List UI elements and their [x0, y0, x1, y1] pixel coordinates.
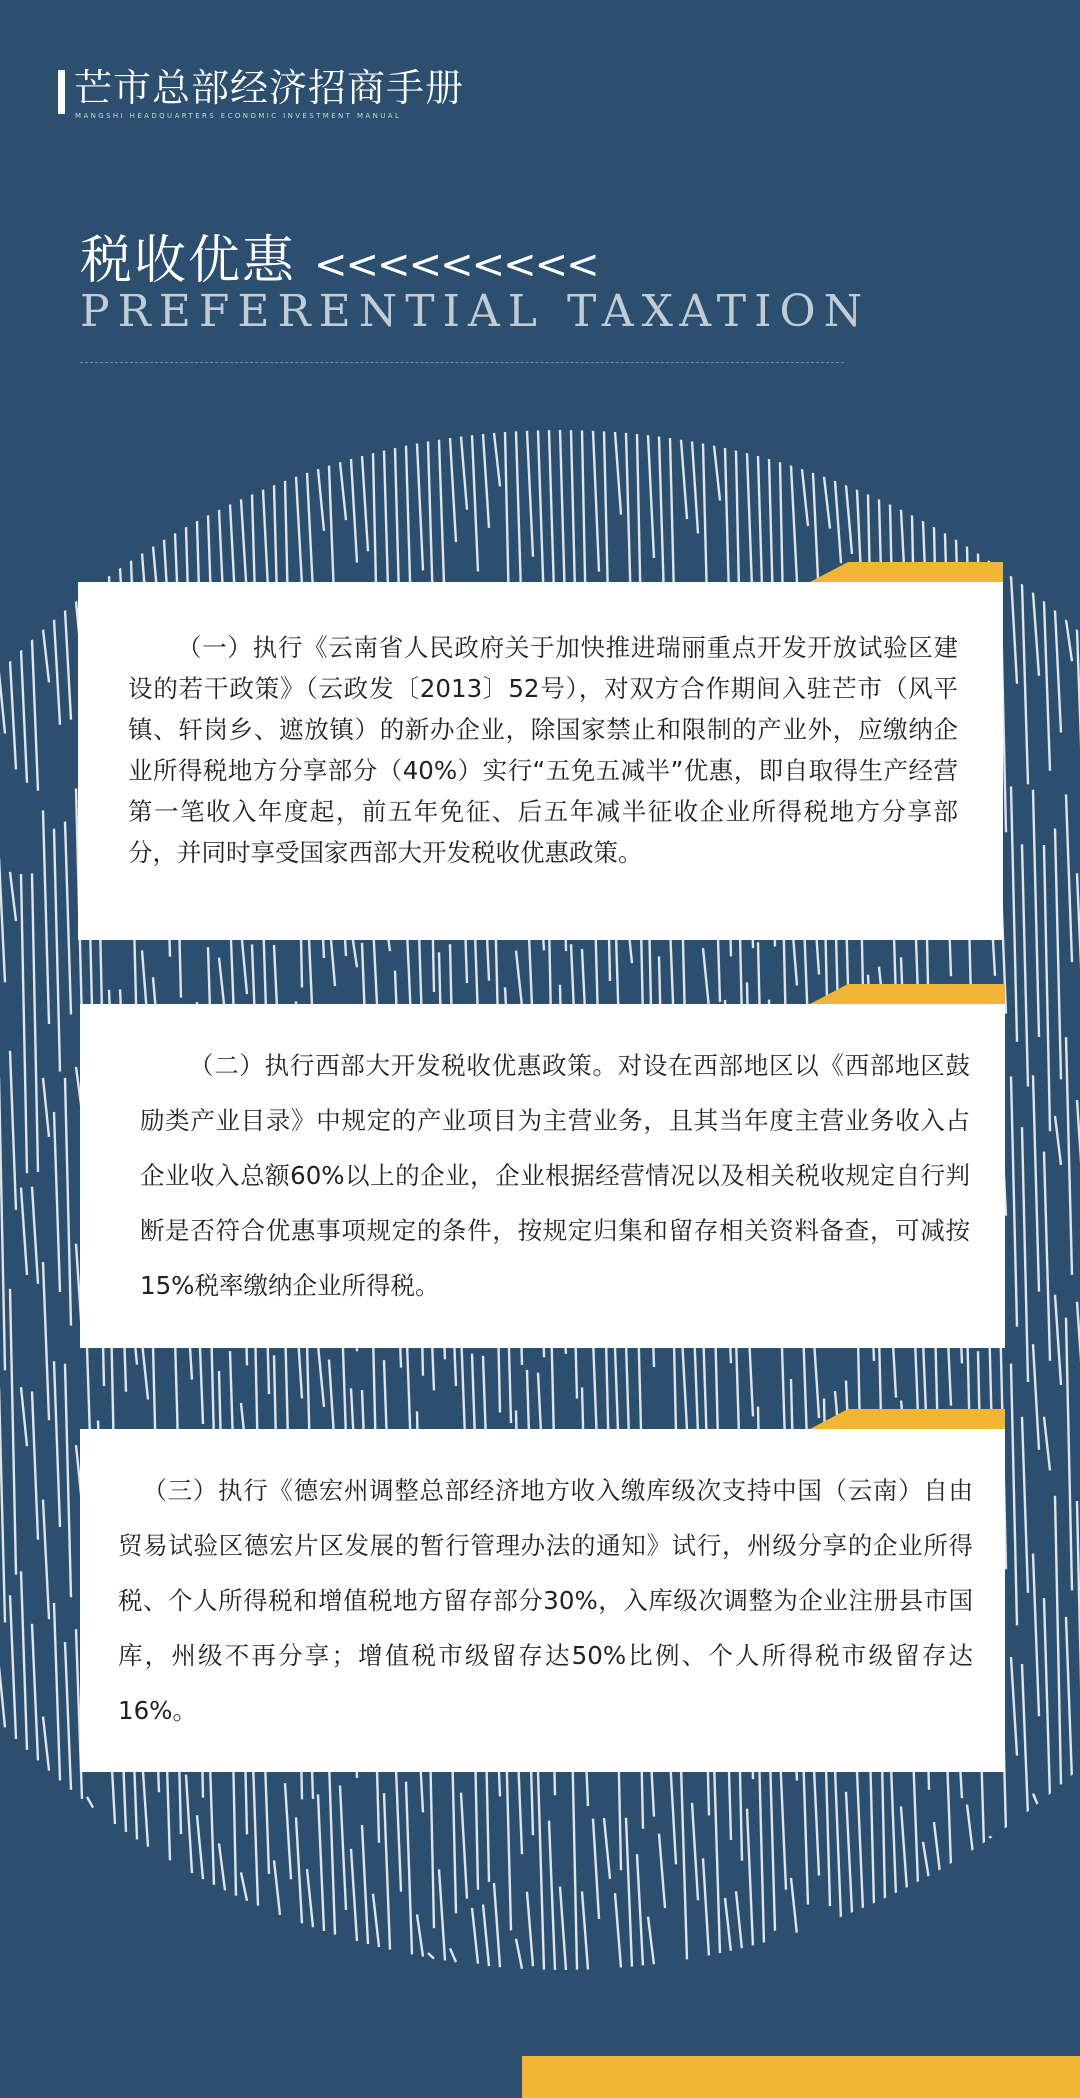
globe-stripe — [373, 1894, 379, 1947]
globe-stripe — [681, 1766, 687, 1960]
globe-stripe — [0, 1388, 5, 1623]
globe-stripe — [43, 1078, 49, 1137]
globe-stripe — [21, 1188, 27, 1275]
globe-stripe — [285, 1783, 291, 1879]
globe-stripe — [241, 1872, 247, 1900]
globe-stripe — [461, 1793, 467, 1899]
footer-accent-bar — [522, 2056, 1080, 2098]
globe-stripe — [87, 1797, 93, 1808]
globe-stripe — [857, 1772, 863, 1911]
globe-stripe — [538, 1772, 544, 1970]
globe-stripe — [659, 1834, 665, 1908]
globe-stripe — [901, 1806, 907, 1890]
globe-stripe — [1033, 1794, 1039, 1808]
globe-stripe — [219, 1843, 225, 1890]
globe-stripe — [1033, 1075, 1039, 1291]
globe-stripe — [516, 951, 522, 1007]
globe-stripe — [307, 473, 313, 592]
globe-stripe — [967, 1805, 973, 1854]
globe-stripe — [362, 456, 368, 551]
globe-stripe — [417, 443, 423, 570]
globe-stripe — [1022, 584, 1028, 784]
globe-stripe — [582, 1891, 588, 1969]
globe-stripe — [318, 1345, 324, 1407]
globe-stripe — [824, 477, 830, 529]
globe-stripe — [1011, 576, 1017, 684]
globe-stripe — [648, 1917, 654, 1965]
globe-stripe — [1011, 1364, 1017, 1626]
globe-stripe — [593, 431, 599, 572]
globe-stripe — [32, 1624, 38, 1761]
globe-stripe — [329, 1762, 335, 1934]
policy-card-2 — [80, 1004, 1005, 1348]
globe-stripe — [780, 1754, 786, 1890]
header-accent-bar — [58, 70, 65, 114]
globe-stripe — [516, 1939, 522, 1969]
globe-stripe — [1033, 1344, 1039, 1450]
globe-stripe — [21, 650, 27, 783]
globe-stripe — [65, 822, 71, 1015]
section-divider — [80, 362, 844, 363]
globe-stripe — [54, 620, 60, 725]
globe-stripe — [0, 858, 5, 982]
globe-stripe — [1033, 1554, 1039, 1717]
globe-stripe — [1066, 1617, 1072, 1780]
globe-stripe — [340, 462, 346, 520]
policy-text-1: （一）执行《云南省人民政府关于加快推进瑞丽重点开发开放试验区建设的若干政策》（云政发〔2013〕52号），对双方合作期间入驻芒市（风平镇、轩岗乡、遮放镇）的新办企业，除国家禁止和限制的产业外，应缴纳企业所得税地方分享部分（40%）实行“五免五减半”优惠，即自取得生产经营第一笔收入年度起，前五年免征、后五年减半征收企业所得税地方分享部分，并同时享受国家西部大开发税收优惠政策。 — [128, 633, 958, 867]
globe-stripe — [703, 1858, 709, 1956]
globe-stripe — [747, 1809, 753, 1947]
globe-stripe — [439, 1869, 445, 1960]
globe-stripe — [54, 829, 60, 1072]
globe-stripe — [483, 434, 489, 528]
globe-stripe — [846, 485, 852, 554]
globe-stripe — [692, 1803, 698, 1900]
globe-stripe — [43, 629, 49, 682]
globe-stripe — [1011, 1076, 1017, 1326]
globe-stripe — [1022, 1664, 1028, 1816]
globe-stripe — [65, 1642, 71, 1790]
globe-stripe — [21, 1571, 27, 1750]
globe-stripe — [549, 1821, 555, 1970]
globe-stripe — [681, 440, 687, 520]
globe-stripe — [351, 459, 357, 563]
globe-stripe — [593, 1819, 599, 1919]
globe-stripe — [43, 1716, 49, 1770]
globe-stripe — [1022, 844, 1028, 1086]
arrows-decoration: <<<<<<<<< — [314, 242, 598, 288]
globe-stripe — [1022, 1127, 1028, 1382]
globe-stripe — [340, 1785, 346, 1909]
globe-stripe — [65, 1364, 71, 1598]
globe-stripe — [43, 1500, 49, 1620]
globe-stripe — [1011, 1657, 1017, 1756]
globe-stripe — [450, 1948, 456, 1962]
manual-subtitle: MANGSHI HEADQUARTERS ECONOMIC INVESTMENT MANUAL — [75, 112, 402, 120]
globe-stripe — [1055, 1496, 1061, 1785]
globe-stripe — [32, 1391, 38, 1539]
globe-stripe — [10, 1289, 16, 1575]
globe-stripe — [54, 1112, 60, 1292]
globe-stripe — [54, 1603, 60, 1780]
policy-card-3 — [80, 1429, 1005, 1772]
globe-stripe — [296, 1817, 302, 1923]
globe-stripe — [670, 1758, 676, 1864]
globe-stripe — [835, 1769, 841, 1919]
globe-stripe — [318, 1794, 324, 1931]
policy-card-1 — [78, 582, 1003, 940]
globe-stripe — [527, 1892, 533, 1966]
globe-stripe — [10, 1051, 16, 1210]
globe-stripe — [923, 1842, 929, 1879]
globe-stripe — [989, 1837, 995, 1840]
globe-stripe — [274, 1860, 280, 1915]
globe-stripe — [318, 469, 324, 531]
globe-stripe — [527, 431, 533, 557]
globe-stripe — [791, 465, 797, 582]
globe-stripe — [362, 1825, 368, 1944]
globe-stripe — [1011, 786, 1017, 1041]
globe-stripe — [32, 873, 38, 1172]
globe-stripe — [692, 441, 698, 533]
globe-stripe — [450, 438, 456, 542]
globe-stripe — [1022, 1417, 1028, 1593]
globe-stripe — [21, 1387, 27, 1446]
globe-stripe — [1066, 1318, 1072, 1591]
globe-stripe — [835, 481, 841, 563]
globe-stripe — [1066, 794, 1072, 962]
section-title-cn: 税收优惠 — [80, 231, 297, 291]
globe-stripe — [648, 435, 654, 558]
globe-stripe — [494, 1883, 500, 1967]
globe-stripe — [1055, 1295, 1061, 1385]
globe-stripe — [307, 1869, 313, 1927]
globe-stripe — [142, 1342, 148, 1400]
globe-stripe — [483, 1904, 489, 1966]
globe-stripe — [1033, 790, 1039, 1037]
globe-stripe — [0, 1077, 5, 1370]
manual-title: 芒市总部经济招商手册 — [74, 66, 465, 110]
globe-stripe — [10, 661, 16, 769]
globe-stripe — [351, 1849, 357, 1941]
globe-stripe — [615, 432, 621, 515]
globe-stripe — [560, 1887, 566, 1970]
globe-stripe — [0, 1667, 5, 1728]
globe-stripe — [43, 1262, 49, 1420]
globe-stripe — [703, 948, 709, 1008]
globe-stripe — [714, 1760, 720, 1955]
policy-text-3: （三）执行《德宏州调整总部经济地方收入缴库级次支持中国（云南）自由贸易试验区德宏片区发展的暂行管理办法的通知》试行，州级分享的企业所得税、个人所得税和增值税地方留存部分30%，入库级次调整为企业注册县市国库，州级不再分享；增值税市级留存达50%比例、个人所得税市级留存达16%。 — [118, 1476, 973, 1725]
globe-stripe — [10, 1595, 16, 1739]
globe-stripe — [494, 433, 500, 487]
globe-stripe — [802, 469, 808, 526]
globe-stripe — [714, 446, 720, 501]
globe-stripe — [43, 810, 49, 1024]
globe-stripe — [32, 640, 38, 791]
section-title-en: PREFERENTIAL TAXATION — [80, 286, 871, 337]
globe-stripe — [417, 1914, 423, 1956]
section-heading — [80, 218, 598, 293]
globe-stripe — [384, 1793, 390, 1949]
globe-stripe — [65, 610, 71, 719]
globe-stripe — [472, 435, 478, 571]
globe-stripe — [1066, 620, 1072, 662]
globe-stripe — [615, 1893, 621, 1968]
globe-stripe — [10, 872, 16, 921]
policy-text-2: （二）执行西部大开发税收优惠政策。对设在西部地区以《西部地区鼓励类产业目录》中规定的产业项目为主营业务，且其当年度主营业务收入占企业收入总额60%以上的企业，企业根据经营情况以及相关税收规定自行判断是否符合优惠事项规定的条件，按规定归集和留存相关资料备查，可减按15%税率缴纳企业所得税。 — [140, 1051, 970, 1300]
globe-stripe — [65, 1078, 71, 1326]
globe-stripe — [1066, 1037, 1072, 1275]
globe-stripe — [21, 874, 27, 1173]
globe-stripe — [197, 1815, 203, 1879]
globe-stripe — [1055, 829, 1061, 1080]
globe-stripe — [1055, 610, 1061, 732]
globe-stripe — [725, 1898, 731, 1952]
globe-stripe — [1055, 1116, 1061, 1165]
globe-stripe — [1044, 601, 1050, 771]
globe-stripe — [0, 673, 5, 734]
globe-stripe — [428, 1953, 434, 1959]
globe-stripe — [1044, 1598, 1050, 1799]
globe-stripe — [406, 1782, 412, 1955]
globe-stripe — [54, 1361, 60, 1527]
globe-stripe — [538, 430, 544, 606]
globe-stripe — [626, 1818, 632, 1967]
globe-stripe — [736, 1891, 742, 1949]
globe-stripe — [186, 1775, 192, 1873]
globe-stripe — [1044, 1152, 1050, 1361]
globe-stripe — [1044, 1417, 1050, 1471]
globe-stripe — [637, 1854, 643, 1966]
globe-stripe — [846, 1792, 852, 1913]
globe-stripe — [1033, 592, 1039, 675]
globe-stripe — [296, 477, 302, 586]
globe-stripe — [472, 1908, 478, 1964]
globe-stripe — [934, 1822, 940, 1873]
globe-stripe — [604, 1818, 610, 1879]
globe-stripe — [791, 1878, 797, 1935]
globe-stripe — [1044, 845, 1050, 1131]
globe-stripe — [461, 436, 467, 509]
globe-stripe — [32, 1187, 38, 1284]
